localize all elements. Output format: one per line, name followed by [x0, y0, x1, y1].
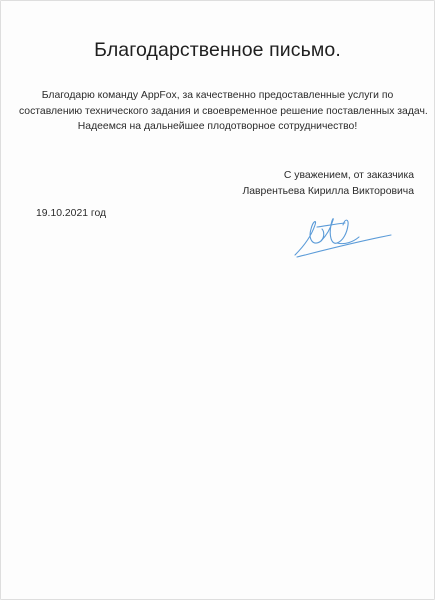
signoff-line-1: С уважением, от заказчика	[283, 170, 414, 181]
signoff-line-2: Лаврентьева Кирилла Викторовича	[242, 185, 414, 197]
body-line-1: Благодарю команду AppFox, за качественно предоставленные услуги по	[41, 90, 394, 101]
signature-icon	[291, 211, 395, 261]
letter-page	[1, 1, 434, 599]
signoff-block	[242, 168, 414, 199]
body-line-2: составлению технического задания и своевременное решение поставленных задач.	[19, 105, 428, 117]
letter-title: Благодарственное письмо.	[94, 39, 341, 61]
letter-body	[19, 88, 428, 135]
letter-date: 19.10.2021 год	[36, 208, 107, 219]
body-line-3: Надеемся на дальнейшее плодотворное сотрудничество!	[77, 121, 358, 132]
